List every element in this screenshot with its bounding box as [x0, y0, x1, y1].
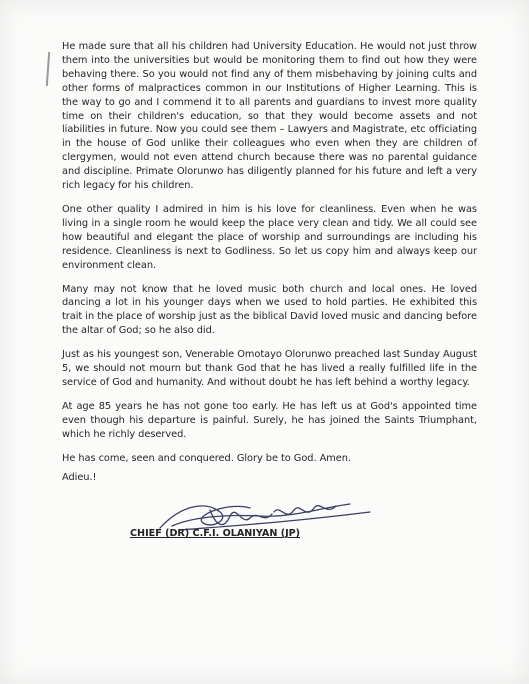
- paragraph-children-education: He made sure that all his children had University Education. He would not just throw them into the universities but would be monitoring them to find out how they were behaving there. So you would not find any of them misbehaving by joining cults and other forms of malpractices common in our Institutions of Higher Learning. This is the way to go and I commend it to all parents and guardians to invest more quality time on their children's education, so that they would become assets and not liabilities in future. Now you could see them – Lawyers and Magistrate, etc officiating in the house of God unlike their colleagues who even when they are children of clergymen, would not even attend church because there was no parental guidance and discipline. Primate Olorunwo has diligently planned for his future and left a very rich legacy for his children.: [62, 41, 477, 192]
- signatory-name: CHIEF (DR) C.F.I. OLANIYAN (JP): [130, 528, 301, 539]
- paragraph-youngest-son: Just as his youngest son, Venerable Omotayo Olorunwo preached last Sunday August 5, we should not mourn but thank God that he has lived a really fulfilled life in the service of God and humanity. And without doubt he has left behind a worthy legacy.: [62, 349, 477, 388]
- paragraph-music: Many may not know that he loved music both church and local ones. He loved dancing a lot in his younger days when we used to hold parties. He exhibited this trait in the place of worship just as the biblical David loved music and dancing before the altar of God; so he also did.: [62, 283, 477, 337]
- margin-pen-mark: [46, 52, 50, 86]
- paragraph-cleanliness: One other quality I admired in him is his love for cleanliness. Even when he was living in a single room he would keep the place very clean and tidy. We all could see how beautiful and elegant the place of worship and surroundings are including his residence. Cleanliness is next to Godliness. So let us copy him and always keep our environment clean.: [62, 203, 477, 271]
- letter-body: [62, 40, 477, 495]
- paragraph-age: At age 85 years he has not gone too early. He has left us at God's appointed time even though his departure is painful. Surely, he has joined the Saints Triumphant, which he richly deserved.: [62, 400, 477, 440]
- farewell: Adieu.!: [62, 472, 97, 484]
- paragraph-closing: He has come, seen and conquered. Glory be to God. Amen.: [62, 452, 351, 464]
